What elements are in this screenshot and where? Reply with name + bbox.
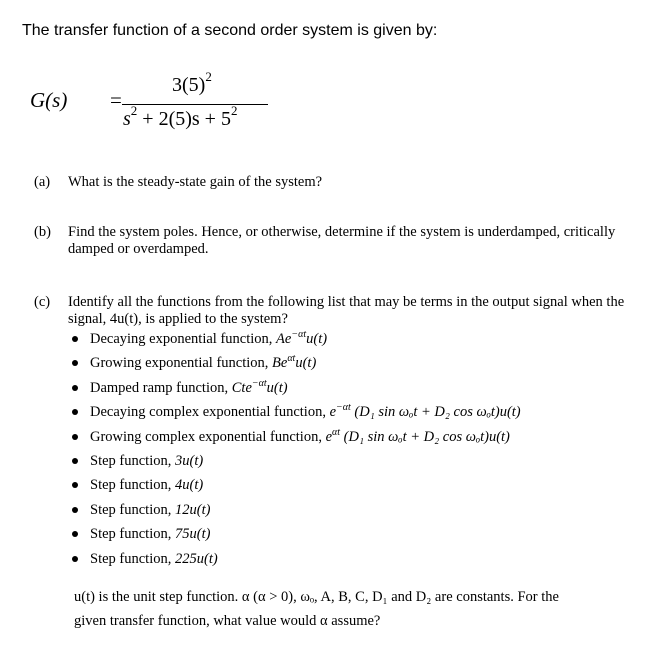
bullet-icon (72, 458, 78, 464)
list-item: Step function, 4u(t) (72, 476, 521, 500)
footer-line-1: u(t) is the unit step function. α (α > 0), ωₒ, A, B, C, D₁ and D₂ are constants. For the (74, 589, 559, 605)
footer-line-2: given transfer function, what value would α assume? (74, 613, 381, 629)
bullet-icon (72, 409, 78, 415)
question-text: Find the system poles. Hence, or otherwise, determine if the system is underdamped, critically damped or overdamped. (68, 224, 616, 257)
list-item: Step function, 225u(t) (72, 550, 521, 574)
bullet-icon (72, 531, 78, 537)
list-item: Damped ramp function, Cte$^{-\alpha t}$u(t) (72, 379, 521, 403)
fraction-bar (122, 104, 268, 105)
list-item: Growing complex exponential function, $e^{\alpha t}$ (D₁ sin ωₒt + D₂ cos ωₒt)u(t) (72, 428, 521, 452)
equation-denominator: $s^2 + 2(5)s + 5^2$ (123, 103, 238, 130)
question-label: (a) (34, 174, 51, 190)
question-label: (b) (34, 224, 51, 240)
question-text: Identify all the functions from the following list that may be terms in the output signal when the signal, 4u(t), is applied to the system? (68, 294, 625, 327)
question-text: What is the steady-state gain of the system? (68, 174, 323, 190)
bullet-icon (72, 336, 78, 342)
bullet-icon (72, 482, 78, 488)
list-item: Decaying exponential function, $Ae^{-\alpha t}u(t)$ (72, 330, 521, 354)
footer-note (74, 585, 634, 633)
intro-text: The transfer function of a second order system is given by: (22, 22, 438, 39)
transfer-function-equation (22, 69, 322, 142)
list-item: Step function, 3u(t) (72, 452, 521, 476)
list-item: Growing exponential function, $Be^{\alpha t}u(t)$ (72, 354, 521, 378)
bullet-icon (72, 556, 78, 562)
bullet-icon (72, 385, 78, 391)
bullet-icon (72, 507, 78, 513)
bullet-icon (72, 434, 78, 440)
question-label: (c) (34, 294, 51, 310)
equation-equals: = (110, 88, 122, 112)
bullet-icon (72, 360, 78, 366)
function-list (72, 330, 521, 574)
list-item: Decaying complex exponential function, $e^{-\alpha t}$ (D₁ sin ωₒt + D₂ cos ωₒt)u(t) (72, 403, 521, 427)
list-item: Step function, 75u(t) (72, 525, 521, 549)
list-item: Step function, 12u(t) (72, 501, 521, 525)
equation-lhs: G(s) (30, 88, 68, 112)
equation-numerator: $3(5)^2$ (172, 69, 212, 96)
